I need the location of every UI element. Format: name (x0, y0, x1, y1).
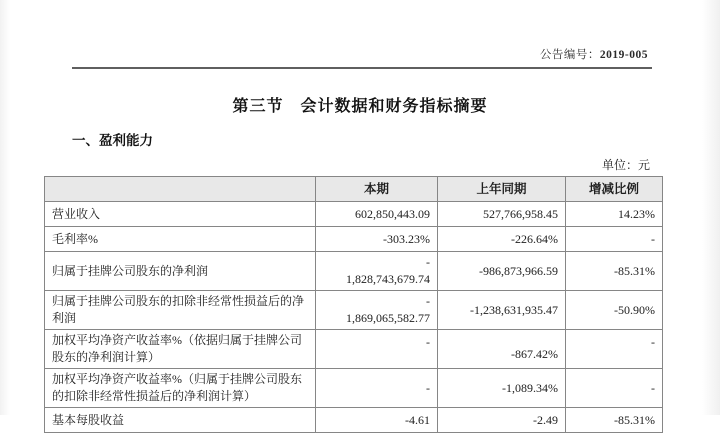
cell-change-ratio: 14.23% (566, 202, 663, 227)
row-label: 加权平均净资产收益率%（归属于挂牌公司股东的扣除非经常性损益后的净利润计算） (45, 369, 316, 408)
cell-prior-period: -2.49 (438, 408, 566, 433)
cell-current-period: - 1,869,065,582.77 (316, 291, 438, 330)
cell-change-ratio: - (566, 369, 663, 408)
cell-change-ratio: -85.31% (566, 408, 663, 433)
cell-current-period: -303.23% (316, 227, 438, 252)
table-row (45, 291, 663, 330)
row-label: 基本每股收益 (45, 408, 316, 433)
table-body (45, 202, 663, 433)
table-header-row (45, 177, 663, 202)
cell-prior-period: -226.64% (438, 227, 566, 252)
announcement-number (0, 0, 720, 62)
column-header: 增减比例 (566, 177, 663, 202)
cell-current-period: -4.61 (316, 408, 438, 433)
horizontal-rule (72, 67, 652, 69)
cell-prior-period: -1,089.34% (438, 369, 566, 408)
financial-indicators-table (44, 176, 663, 433)
cell-prior-period: 527,766,958.45 (438, 202, 566, 227)
row-label: 归属于挂牌公司股东的扣除非经常性损益后的净利润 (45, 291, 316, 330)
cell-prior-period: -1,238,631,935.47 (438, 291, 566, 330)
announcement-label: 公告编号： (539, 49, 600, 61)
unit-label: 单位：元 (601, 158, 650, 172)
cell-current-period: - (316, 369, 438, 408)
cell-change-ratio: -50.90% (566, 291, 663, 330)
cell-prior-period: -867.42% (438, 330, 566, 369)
cell-current-period: 602,850,443.09 (316, 202, 438, 227)
table-row (45, 227, 663, 252)
column-header: 本期 (316, 177, 438, 202)
cell-current-period: - 1,828,743,679.74 (316, 252, 438, 291)
row-label: 归属于挂牌公司股东的净利润 (45, 252, 316, 291)
table-row (45, 252, 663, 291)
page-title: 第三节 会计数据和财务指标摘要 (232, 98, 488, 115)
cell-change-ratio: -85.31% (566, 252, 663, 291)
row-label: 毛利率% (45, 227, 316, 252)
column-header: 上年同期 (438, 177, 566, 202)
column-header (45, 177, 316, 202)
table-row (45, 369, 663, 408)
row-label: 加权平均净资产收益率%（依据归属于挂牌公司股东的净利润计算） (45, 330, 316, 369)
cell-prior-period: -986,873,966.59 (438, 252, 566, 291)
cell-current-period: - (316, 330, 438, 369)
table-row (45, 408, 663, 433)
announcement-value: 2019-005 (599, 49, 648, 61)
cell-change-ratio: - (566, 330, 663, 369)
table-row (45, 202, 663, 227)
row-label: 营业收入 (45, 202, 316, 227)
section-heading: 一、盈利能力 (72, 133, 153, 148)
cell-change-ratio: - (566, 227, 663, 252)
table-row (45, 330, 663, 369)
